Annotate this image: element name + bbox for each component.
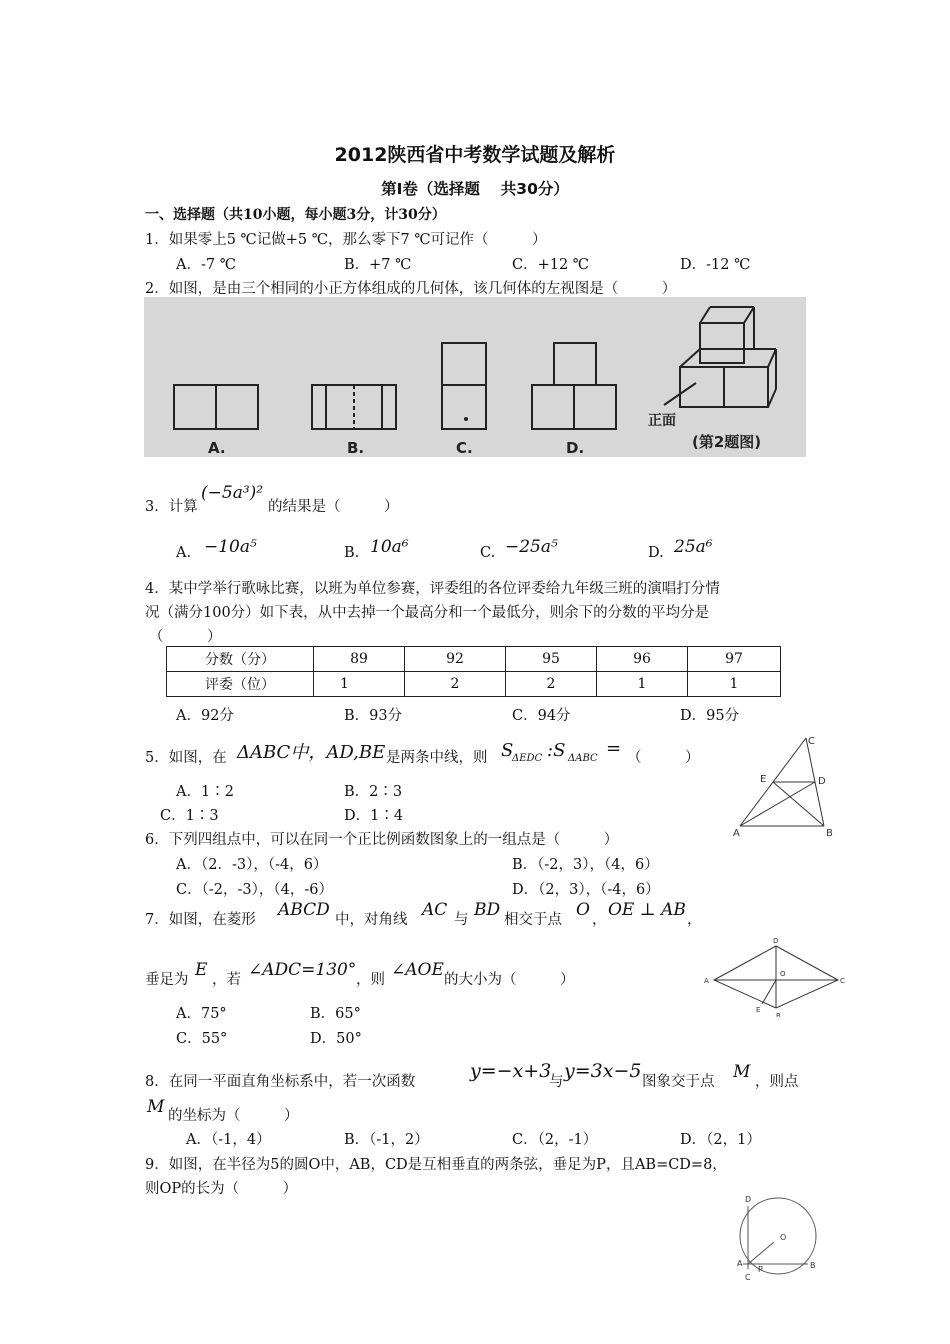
q8-l1c: ，则点 <box>755 1074 799 1090</box>
q3-option-b-label: B. <box>344 545 360 561</box>
q4-option-d: D．95分 <box>680 708 740 724</box>
q7-oe: OE ⊥ AB <box>608 900 686 920</box>
q7-e: E <box>195 960 208 980</box>
table-cell: 1 <box>688 672 781 697</box>
q9-line2: 则OP的长为（ ） <box>145 1181 298 1197</box>
q7-o: O <box>576 900 590 920</box>
q5-prefix: 5．如图，在 <box>145 750 227 766</box>
q7-l1d: 相交于点 <box>504 912 562 928</box>
q2-stem: 2．如图，是由三个相同的小正方体组成的几何体，该几何体的左视图是（ ） <box>145 281 677 297</box>
q1-option-d: D．-12 ℃ <box>680 257 751 273</box>
q3-expression: (−5a³)² <box>201 483 264 503</box>
q2-label-c: C. <box>456 439 473 457</box>
table-cell: 分数（分） <box>167 647 314 672</box>
q5-sub2: ΔABC <box>568 753 598 764</box>
q6-option-a: A．（2．-3），（-4，6） <box>176 857 328 873</box>
q7-label-d: D <box>773 937 779 945</box>
q8-option-c: C．（2，-1） <box>512 1132 598 1148</box>
q8-l1b: 图象交于点 <box>642 1074 715 1090</box>
q3-option-c-expr: −25a⁵ <box>505 537 558 557</box>
q7-aoe: ∠AOE <box>391 960 444 980</box>
q8-option-a: A．（-1，4） <box>186 1132 271 1148</box>
q5-label-d: D <box>818 776 826 787</box>
q3-option-d-label: D. <box>648 545 664 561</box>
q9-label-d: D <box>745 1195 752 1204</box>
q3-option-d-expr: 25a⁶ <box>674 537 713 557</box>
q1-option-b: B．+7 ℃ <box>344 257 412 273</box>
q2-front-label: 正面 <box>648 413 676 429</box>
q3-option-a-label: A. <box>176 545 192 561</box>
q9-label-o: O <box>780 1233 787 1242</box>
table-cell: 97 <box>688 647 781 672</box>
table-cell: 89 <box>314 647 405 672</box>
q2-figure-photo <box>144 297 806 457</box>
q3-option-a-expr: −10a⁵ <box>204 537 257 557</box>
q8-l2: 的坐标为（ ） <box>168 1108 299 1124</box>
q7-angle: ∠ADC=130° <box>248 960 357 980</box>
q7-option-b: B．65° <box>310 1006 361 1022</box>
table-cell: 2 <box>506 672 597 697</box>
table-cell: 95 <box>506 647 597 672</box>
q7-l1b: 中，对角线 <box>335 912 408 928</box>
q9-label-p: P <box>758 1265 763 1274</box>
q5-mid: 是两条中线，则 <box>386 750 488 766</box>
q4-line3: （ ） <box>149 629 222 645</box>
q5-triangle-figure <box>730 732 840 842</box>
q5-label-a: A <box>733 828 740 839</box>
q1-option-a: A．-7 ℃ <box>176 257 236 273</box>
q4-line1: 4．某中学举行歌咏比赛，以班为单位参赛，评委组的各位评委给九年级三班的演唱打分情 <box>145 581 720 597</box>
q7-option-a: A．75° <box>176 1006 227 1022</box>
q5-paren: （ ） <box>627 750 700 766</box>
q7-l2a: 垂足为 <box>145 972 189 988</box>
q5-triangle: ΔABC中，AD,BE <box>237 742 386 763</box>
q7-l1a: 7．如图，在菱形 <box>145 912 256 928</box>
table-cell: 1 <box>314 672 405 697</box>
q1-option-c: C．+12 ℃ <box>512 257 590 273</box>
q5-option-c: C．1∶3 <box>160 808 219 824</box>
q7-l1c: 与 <box>454 912 469 928</box>
q7-l2b: ，若 <box>212 972 241 988</box>
q7-abcd: ABCD <box>278 900 330 920</box>
q7-label-c: C <box>840 977 845 985</box>
q9-line1: 9．如图，在半径为5的圆O中，AB，CD是互相垂直的两条弦，垂足为P，且AB=CD=8， <box>145 1157 727 1173</box>
q8-f2: y=3x−5 <box>564 1060 642 1082</box>
q7-ac: AC <box>422 900 448 920</box>
q5-option-b: B．2∶3 <box>344 784 403 800</box>
q5-s2: :S <box>547 740 566 761</box>
q7-l1e: ， <box>592 912 607 928</box>
q7-label-b: B <box>776 1012 781 1017</box>
q4-line2: 况（满分100分）如下表，从中去掉一个最高分和一个最低分，则余下的分数的平均分是 <box>145 605 710 621</box>
q5-label-e: E <box>760 774 767 785</box>
q5-s1: S <box>501 740 514 761</box>
table-cell: 2 <box>405 672 506 697</box>
q7-l2c: ，则 <box>356 972 385 988</box>
q8-mid: 与 <box>549 1074 564 1090</box>
table-cell: 评委（位） <box>167 672 314 697</box>
q2-label-a: A. <box>208 439 226 457</box>
q8-m2: M <box>147 1097 165 1117</box>
q9-label-a: A <box>737 1259 743 1268</box>
q6-option-d: D．（2，3），（-4，6） <box>512 882 660 898</box>
q8-m: M <box>733 1062 751 1082</box>
section-subtitle: 第Ⅰ卷（选择题 共30分） <box>381 180 569 198</box>
q5-option-d: D．1∶4 <box>344 808 404 824</box>
q7-option-c: C．55° <box>176 1031 228 1047</box>
q5-label-b: B <box>826 828 833 839</box>
q5-eq: = <box>606 738 622 759</box>
table-row <box>167 672 781 697</box>
table-cell: 96 <box>597 647 688 672</box>
q8-l1a: 8．在同一平面直角坐标系中，若一次函数 <box>145 1074 416 1090</box>
q7-label-a: A <box>704 977 709 985</box>
q5-option-a: A．1∶2 <box>176 784 234 800</box>
q7-label-o: O <box>780 970 786 978</box>
q3-prefix: 3．计算 <box>145 499 198 515</box>
q9-label-b: B <box>810 1261 816 1270</box>
q7-rhombus-figure <box>700 932 850 1017</box>
q2-label-d: D. <box>566 439 585 457</box>
section-heading: 一、选择题（共10小题，每小题3分，计30分） <box>145 207 446 223</box>
q4-option-c: C．94分 <box>512 708 571 724</box>
q8-option-d: D．（2，1） <box>680 1132 761 1148</box>
q6-option-c: C．（-2，-3），（4，-6） <box>176 882 333 898</box>
table-cell: 1 <box>597 672 688 697</box>
q7-label-e: E <box>756 1006 761 1014</box>
q2-fig-label: (第2题图) <box>692 433 762 451</box>
q3-option-c-label: C. <box>480 545 496 561</box>
q7-l2d: 的大小为（ ） <box>444 972 575 988</box>
q2-label-b: B. <box>347 439 365 457</box>
q3-option-b-expr: 10a⁶ <box>370 537 409 557</box>
q7-option-d: D．50° <box>310 1031 362 1047</box>
q4-option-b: B．93分 <box>344 708 403 724</box>
q2-figure <box>144 297 806 457</box>
q8-option-b: B．（-1，2） <box>344 1132 429 1148</box>
q6-stem: 6．下列四组点中，可以在同一个正比例函数图象上的一组点是（ ） <box>145 832 619 848</box>
q4-score-table <box>166 646 781 697</box>
q7-l1f: ， <box>687 912 702 928</box>
q9-label-c: C <box>745 1273 751 1282</box>
q8-f1: y=−x+3 <box>470 1060 552 1082</box>
q5-sub1: ΔEDC <box>512 753 543 764</box>
q7-bd: BD <box>474 900 501 920</box>
q3-suffix: 的结果是（ ） <box>268 499 399 515</box>
page-title: 2012陕西省中考数学试题及解析 <box>334 144 616 166</box>
q5-label-c: C <box>808 736 815 747</box>
table-cell: 92 <box>405 647 506 672</box>
q9-circle-figure <box>728 1192 828 1282</box>
q1-stem: 1．如果零上5 ℃记做+5 ℃，那么零下7 ℃可记作（ ） <box>145 232 547 248</box>
q6-option-b: B．（-2，3），（4，6） <box>512 857 659 873</box>
table-row <box>167 647 781 672</box>
q4-option-a: A．92分 <box>176 708 234 724</box>
